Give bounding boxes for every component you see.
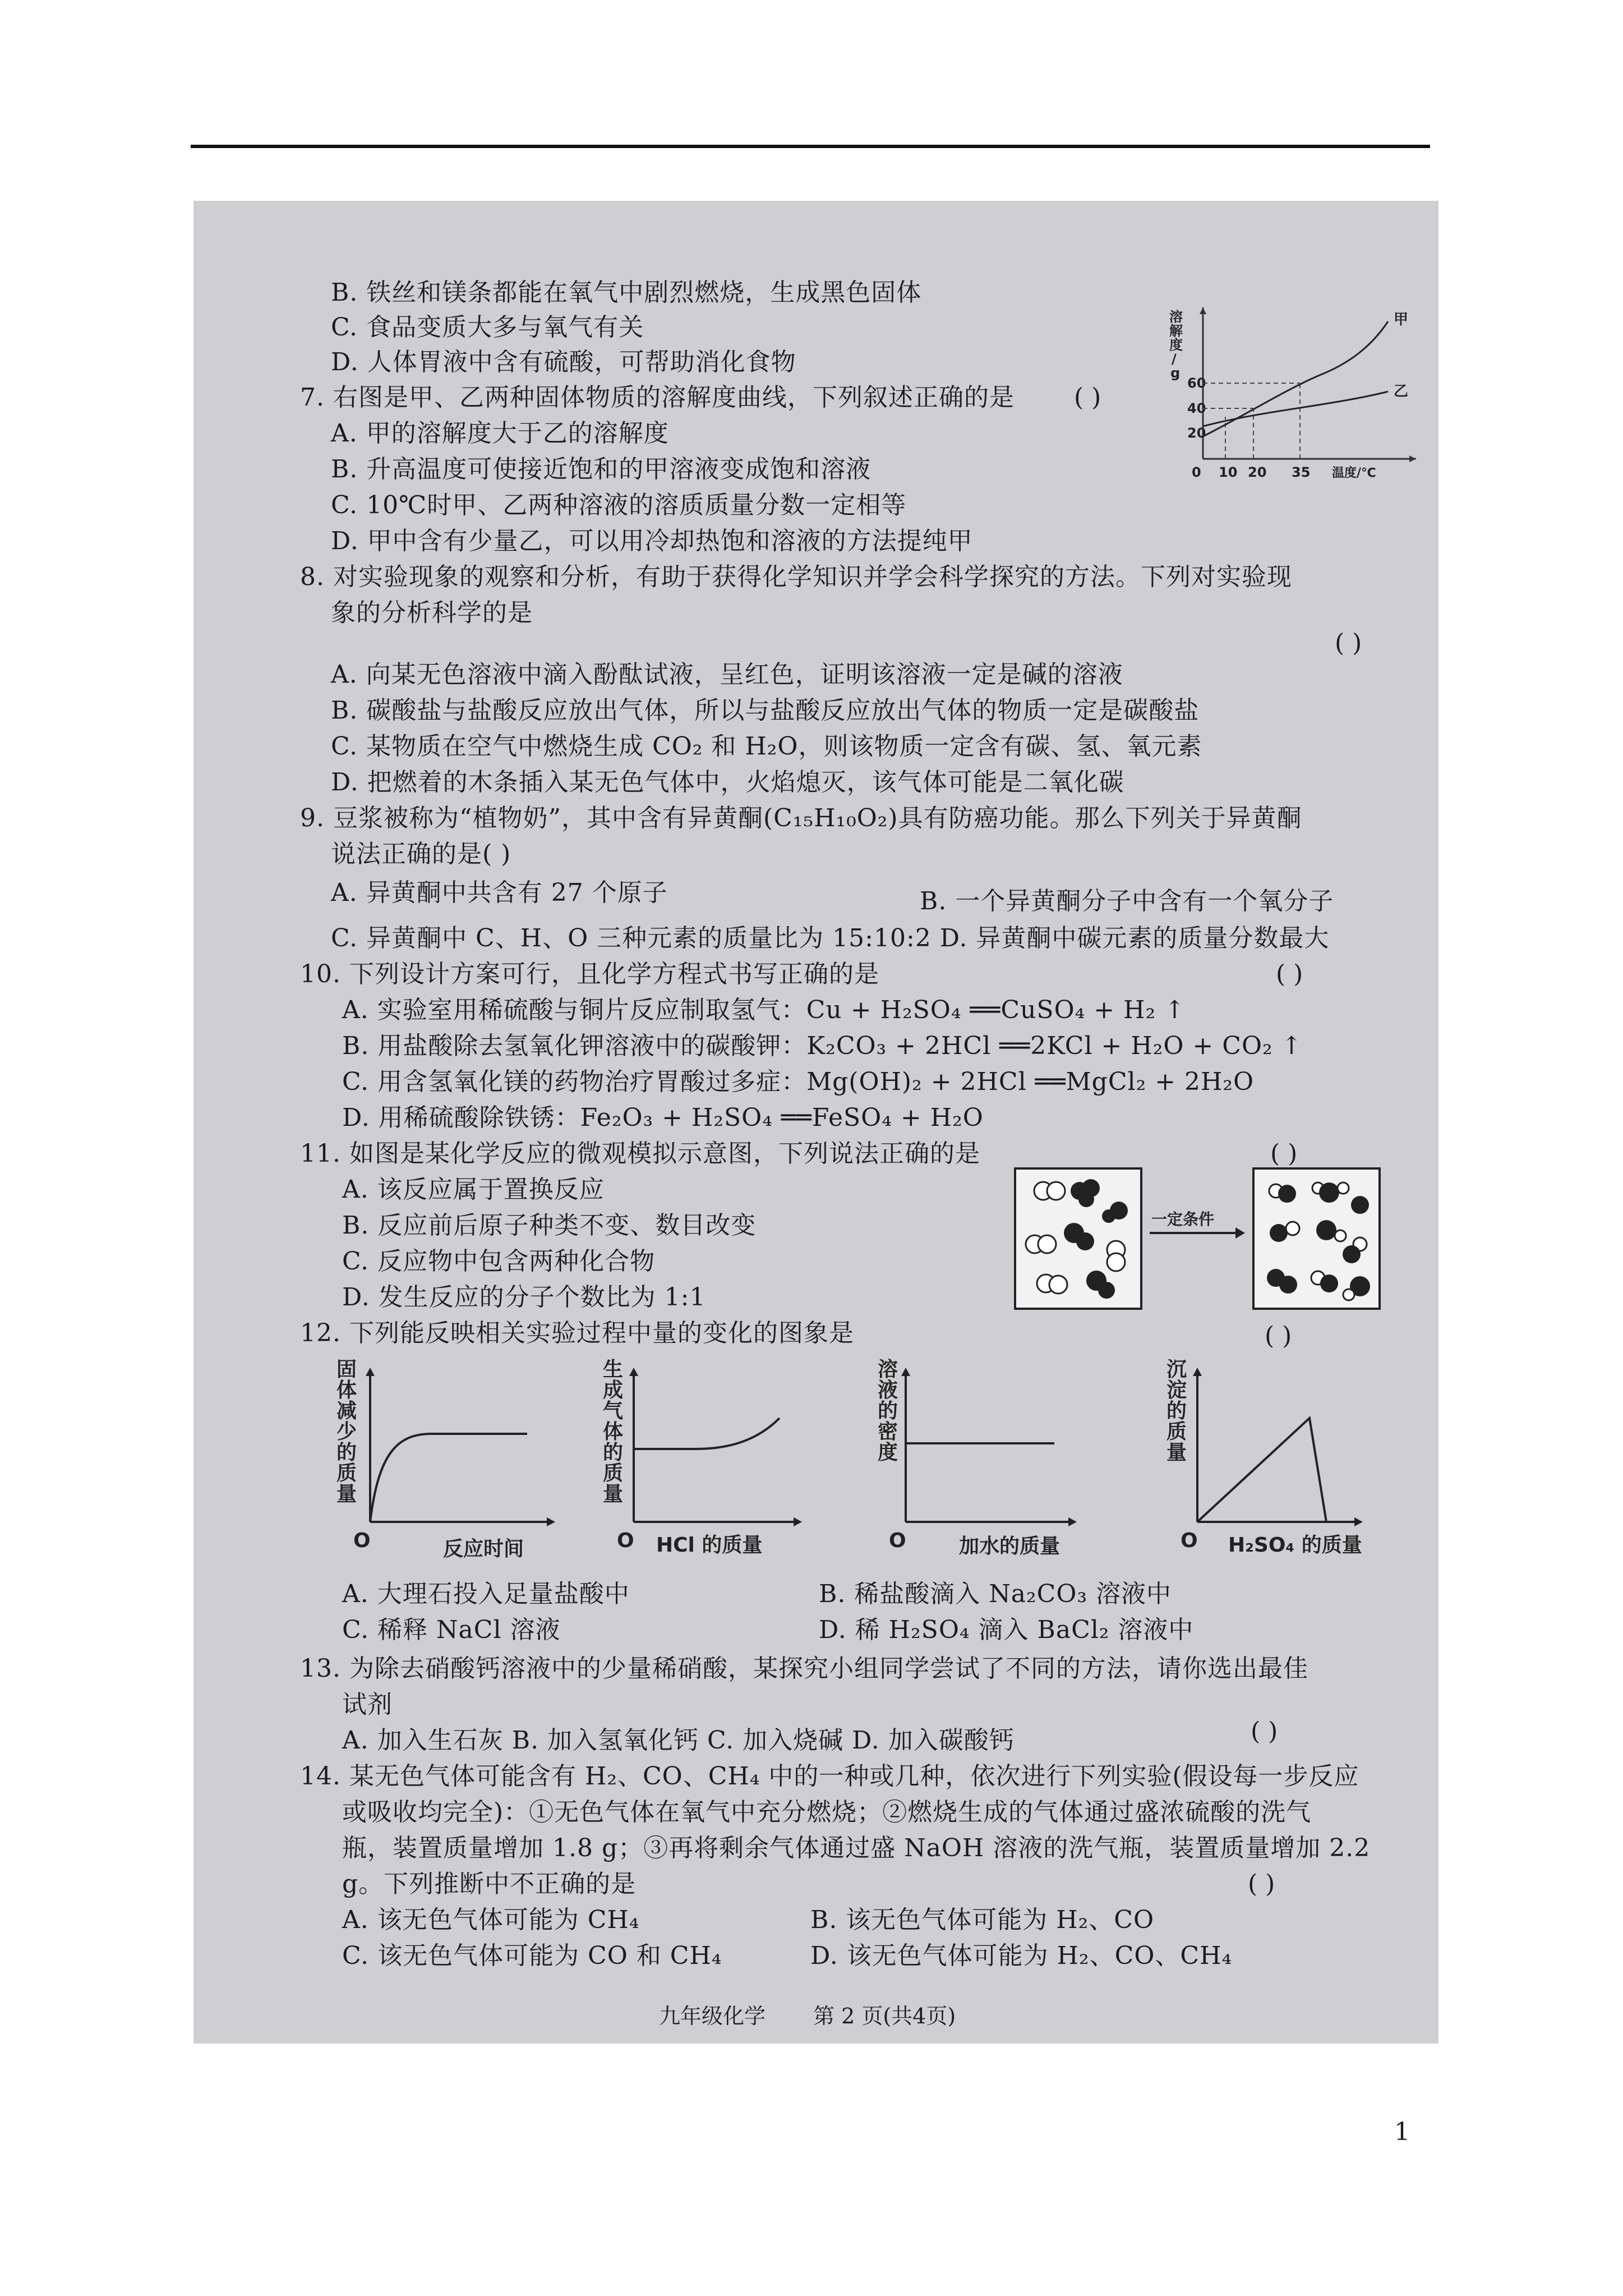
y-label-5: g — [1170, 365, 1181, 381]
solubility-curve-chart — [1164, 296, 1427, 487]
svg-text:的: 的 — [878, 1400, 898, 1423]
q10-answer-blank: ( ) — [1276, 960, 1303, 988]
svg-text:固: 固 — [336, 1358, 357, 1381]
q9-option-b: B. 一个异黄酮分子中含有一个氧分子 — [920, 887, 1334, 915]
q12-answer-blank: ( ) — [1265, 1322, 1292, 1350]
graph-a-origin: O — [353, 1529, 371, 1552]
q8-option-a: A. 向某无色溶液中滴入酚酞试液，呈红色，证明该溶液一定是碱的溶液 — [331, 660, 1123, 689]
reaction-condition: 一定条件 — [1151, 1210, 1215, 1228]
q14-stem-1: 14. 某无色气体可能含有 H₂、CO、CH₄ 中的一种或几种，依次进行下列实验(假设每一步反应 — [300, 1762, 1359, 1791]
q14-option-c: C. 该无色气体可能为 CO 和 CH₄ — [342, 1941, 722, 1970]
q14-stem-3: 瓶，装置质量增加 1.8 g；③再将剩余气体通过盛 NaOH 溶液的洗气瓶，装置质量增加 2.2 — [342, 1834, 1371, 1862]
footer-page: 第 2 页(共4页) — [813, 2004, 956, 2028]
svg-text:的: 的 — [603, 1441, 624, 1464]
svg-text:沉: 沉 — [1166, 1358, 1187, 1381]
q8-option-c: C. 某物质在空气中燃烧生成 CO₂ 和 H₂O，则该物质一定含有碳、氢、氧元素 — [331, 732, 1202, 761]
graph-d-curve — [1197, 1418, 1326, 1522]
q12-graphs — [325, 1351, 1438, 1564]
x-tick-10: 10 — [1219, 464, 1238, 480]
exam-page-photo — [193, 201, 1438, 2044]
q11-answer-blank: ( ) — [1270, 1139, 1298, 1168]
graph-c — [878, 1358, 1077, 1558]
q10-option-d: D. 用稀硫酸除铁锈：Fe₂O₃ + H₂SO₄ ══FeSO₄ + H₂O — [342, 1103, 984, 1132]
q10-option-c: C. 用含氢氧化镁的药物治疗胃酸过多症：Mg(OH)₂ + 2HCl ══MgCl₂ + 2H₂O — [342, 1068, 1255, 1096]
y-tick-40: 40 — [1187, 401, 1206, 416]
graph-b-curve — [634, 1418, 780, 1449]
q14-stem-2: 或吸收均完全)：①无色气体在氧气中充分燃烧；②燃烧生成的气体通过盛浓硫酸的洗气 — [342, 1798, 1312, 1826]
q8-option-b: B. 碳酸盐与盐酸反应放出气体，所以与盐酸反应放出气体的物质一定是碳酸盐 — [331, 696, 1200, 725]
q10-option-b: B. 用盐酸除去氢氧化钾溶液中的碳酸钾：K₂CO₃ + 2HCl ══2KCl + H₂O + CO₂ ↑ — [342, 1032, 1303, 1060]
q13-answer-blank: ( ) — [1251, 1717, 1278, 1746]
q12-option-c: C. 稀释 NaCl 溶液 — [342, 1616, 561, 1644]
q6-option-b: B. 铁丝和镁条都能在氧气中剧烈燃烧，生成黑色固体 — [331, 278, 922, 307]
q10-stem: 10. 下列设计方案可行，且化学方程式书写正确的是 — [300, 960, 879, 988]
svg-text:质: 质 — [603, 1462, 624, 1485]
footer-subject: 九年级化学 — [659, 2004, 766, 2028]
q13-options: A. 加入生石灰 B. 加入氢氧化钙 C. 加入烧碱 D. 加入碳酸钙 — [342, 1726, 1015, 1755]
q11-option-d: D. 发生反应的分子个数比为 1:1 — [342, 1283, 706, 1312]
q9-stem-2: 说法正确的是( ) — [331, 840, 511, 868]
y-tick-20: 20 — [1187, 425, 1206, 441]
page-number: 1 — [1394, 2118, 1410, 2146]
q14-answer-blank: ( ) — [1248, 1870, 1275, 1898]
x-axis-label: 温度/℃ — [1332, 466, 1376, 480]
q12-option-a: A. 大理石投入足量盐酸中 — [342, 1580, 630, 1608]
q10-option-a: A. 实验室用稀硫酸与铜片反应制取氢气：Cu + H₂SO₄ ══CuSO₄ + H₂ ↑ — [342, 996, 1186, 1024]
graph-b-xlabel: HCl 的质量 — [656, 1534, 763, 1557]
graph-c-xlabel: 加水的质量 — [959, 1535, 1061, 1558]
svg-text:质: 质 — [1166, 1420, 1187, 1443]
svg-text:减: 减 — [336, 1400, 357, 1423]
y-label-1: 溶 — [1169, 309, 1183, 325]
q7-option-b: B. 升高温度可使接近饱和的甲溶液变成饱和溶液 — [331, 455, 872, 484]
q12-option-d: D. 稀 H₂SO₄ 滴入 BaCl₂ 溶液中 — [819, 1616, 1194, 1644]
q11-option-c: C. 反应物中包含两种化合物 — [342, 1247, 656, 1276]
graph-d-xlabel: H₂SO₄ 的质量 — [1228, 1534, 1362, 1557]
q6-option-d: D. 人体胃液中含有硫酸，可帮助消化食物 — [331, 348, 796, 376]
q9-option-cd: C. 异黄酮中 C、H、O 三种元素的质量比为 15:10:2 D. 异黄酮中碳元素的质量分数最大 — [331, 924, 1330, 953]
series-label-yi: 乙 — [1394, 383, 1409, 400]
q7-option-c: C. 10℃时甲、乙两种溶液的溶质质量分数一定相等 — [331, 491, 907, 519]
graph-b-origin: O — [617, 1529, 634, 1552]
svg-text:度: 度 — [878, 1441, 898, 1464]
y-label-3: 度 — [1169, 337, 1183, 353]
q8-answer-blank: ( ) — [1335, 629, 1362, 657]
reaction-micro-diagram — [1012, 1166, 1385, 1312]
y-label-2: 解 — [1169, 323, 1183, 339]
q13-stem-1: 13. 为除去硝酸钙溶液中的少量稀硝酸，某探究小组同学尝试了不同的方法，请你选出最佳 — [300, 1654, 1308, 1683]
q12-option-b: B. 稀盐酸滴入 Na₂CO₃ 溶液中 — [819, 1580, 1172, 1608]
q8-option-d: D. 把燃着的木条插入某无色气体中，火焰熄灭，该气体可能是二氧化碳 — [331, 768, 1124, 797]
q6-option-c: C. 食品变质大多与氧气有关 — [331, 313, 644, 342]
svg-text:液: 液 — [878, 1379, 898, 1402]
graph-a-xlabel: 反应时间 — [443, 1538, 524, 1561]
svg-text:体: 体 — [336, 1379, 357, 1402]
graph-b — [603, 1358, 802, 1557]
q9-stem-1: 9. 豆浆被称为“植物奶”，其中含有异黄酮(C₁₅H₁₀O₂)具有防癌功能。那么下列关于异黄酮 — [300, 804, 1302, 832]
q14-option-b: B. 该无色气体可能为 H₂、CO — [810, 1906, 1155, 1934]
svg-text:溶: 溶 — [878, 1358, 898, 1381]
svg-text:的: 的 — [1166, 1400, 1187, 1423]
q9-option-a: A. 异黄酮中共含有 27 个原子 — [331, 878, 668, 907]
svg-text:量: 量 — [603, 1483, 624, 1506]
q14-option-d: D. 该无色气体可能为 H₂、CO、CH₄ — [810, 1941, 1233, 1970]
x-tick-35: 35 — [1292, 464, 1311, 480]
svg-text:气: 气 — [603, 1400, 624, 1423]
y-tick-60: 60 — [1187, 375, 1206, 391]
q11-option-a: A. 该反应属于置换反应 — [342, 1175, 605, 1204]
q7-stem: 7. 右图是甲、乙两种固体物质的溶解度曲线，下列叙述正确的是 — [300, 383, 1015, 412]
q11-stem: 11. 如图是某化学反应的微观模拟示意图，下列说法正确的是 — [300, 1139, 980, 1168]
q7-answer-blank: ( ) — [1074, 383, 1101, 412]
y-label-4: / — [1172, 351, 1177, 367]
q12-stem: 12. 下列能反映相关实验过程中量的变化的图象是 — [300, 1319, 854, 1347]
x-tick-20: 20 — [1248, 464, 1267, 480]
origin-label: 0 — [1192, 464, 1201, 480]
q7-option-d: D. 甲中含有少量乙，可以用冷却热饱和溶液的方法提纯甲 — [331, 527, 973, 555]
svg-text:生: 生 — [603, 1358, 624, 1381]
svg-text:成: 成 — [603, 1379, 624, 1402]
svg-text:体: 体 — [603, 1420, 624, 1443]
svg-text:淀: 淀 — [1166, 1379, 1187, 1402]
graph-c-origin: O — [889, 1529, 906, 1552]
q8-stem-2: 象的分析科学的是 — [331, 599, 533, 627]
top-rule — [191, 145, 1430, 148]
graph-d-origin: O — [1181, 1529, 1198, 1552]
q7-option-a: A. 甲的溶解度大于乙的溶解度 — [331, 419, 669, 448]
graph-a — [336, 1358, 555, 1561]
svg-text:少: 少 — [336, 1420, 357, 1443]
graph-d — [1166, 1358, 1363, 1557]
svg-text:量: 量 — [336, 1483, 357, 1506]
q14-stem-4: g。下列推断中不正确的是 — [342, 1870, 637, 1898]
svg-text:量: 量 — [1166, 1441, 1187, 1464]
q11-option-b: B. 反应前后原子种类不变、数目改变 — [342, 1211, 757, 1240]
q8-stem-1: 8. 对实验现象的观察和分析，有助于获得化学知识并学会科学探究的方法。下列对实验现 — [300, 563, 1292, 591]
series-label-jia: 甲 — [1394, 311, 1409, 328]
svg-text:密: 密 — [878, 1420, 898, 1443]
graph-a-curve — [370, 1434, 527, 1522]
q13-stem-2: 试剂 — [342, 1690, 393, 1719]
svg-text:的: 的 — [336, 1441, 357, 1464]
svg-text:质: 质 — [336, 1462, 357, 1485]
q14-option-a: A. 该无色气体可能为 CH₄ — [342, 1906, 640, 1934]
